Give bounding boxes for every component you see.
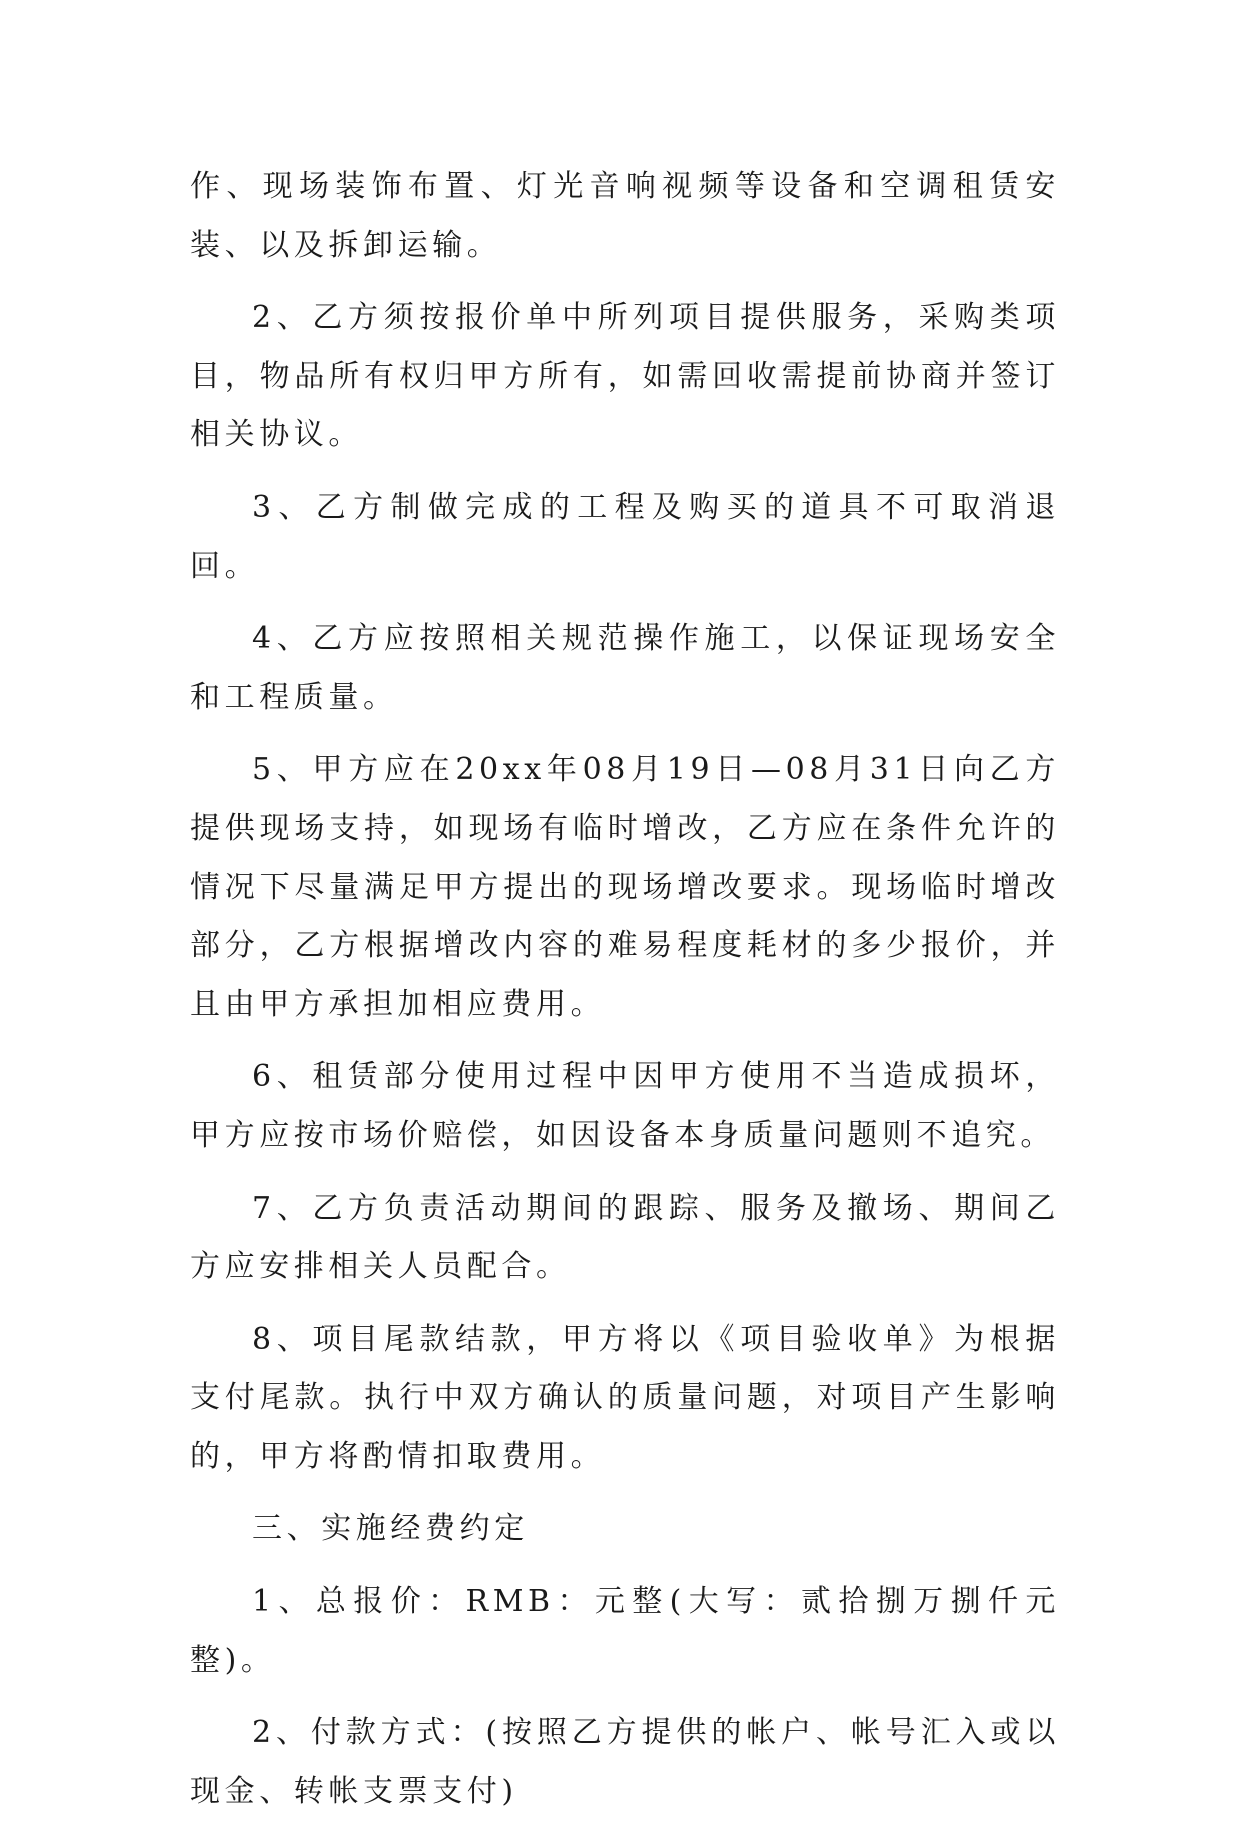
paragraph-payment-method: 2、付款方式：(按照乙方提供的帐户、帐号汇入或以现金、转帐支票支付) xyxy=(190,1715,1060,1809)
paragraph-clause-7: 7、乙方负责活动期间的跟踪、服务及撤场、期间乙方应安排相关人员配合。 xyxy=(190,1190,1060,1285)
paragraph-clause-4: 4、乙方应按照相关规范操作施工，以保证现场安全和工程质量。 xyxy=(190,621,1060,715)
paragraph-continuation: 作、现场装饰布置、灯光音响视频等设备和空调租赁安装、以及拆卸运输。 xyxy=(190,169,1060,263)
paragraph-clause-8: 8、项目尾款结款，甲方将以《项目验收单》为根据支付尾款。执行中双方确认的质量问题，对项目产生影响的，甲方将酌情扣取费用。 xyxy=(190,1321,1060,1474)
paragraph-clause-3: 3、乙方制做完成的工程及购买的道具不可取消退回。 xyxy=(190,489,1060,584)
paragraph-clause-5: 5、甲方应在20xx年08月19日—08月31日向乙方提供现场支持，如现场有临时增改，乙方应在条件允许的情况下尽量满足甲方提出的现场增改要求。现场临时增改部分，乙方根据增改内容的难易程度耗材的多少报价，并且由甲方承担加相应费用。 xyxy=(190,752,1060,1022)
section-heading-funding: 三、实施经费约定 xyxy=(252,1511,529,1547)
paragraph-clause-6: 6、租赁部分使用过程中因甲方使用不当造成损坏，甲方应按市场价赔偿，如因设备本身质量问题则不追究。 xyxy=(190,1059,1060,1153)
document-page xyxy=(190,158,1060,1835)
paragraph-total-price: 1、总报价：RMB：元整(大写：贰拾捌万捌仟元整)。 xyxy=(190,1584,1060,1678)
paragraph-clause-2: 2、乙方须按报价单中所列项目提供服务，采购类项目，物品所有权归甲方所有，如需回收需提前协商并签订相关协议。 xyxy=(190,300,1060,453)
